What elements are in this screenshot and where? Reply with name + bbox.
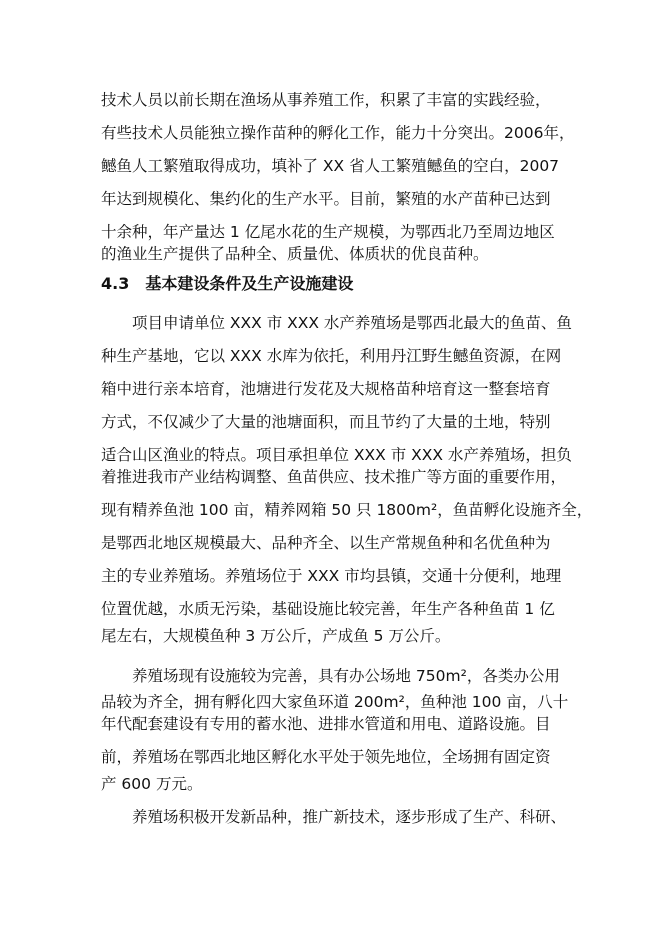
- paragraph-2-line-1: 项目申请单位 XXX 市 XXX 水产养殖场是鄂西北最大的鱼苗、鱼: [132, 314, 572, 332]
- paragraph-1-line-3: 鳡鱼人工繁殖取得成功，填补了 XX 省人工繁殖鳡鱼的空白，2007: [101, 157, 560, 175]
- paragraph-2-line-6: 着推进我市产业结构调整、鱼苗供应、技术推广等方面的重要作用，: [101, 468, 567, 486]
- paragraph-2-line-11: 尾左右，大规模鱼种 3 万公斤，产成鱼 5 万公斤。: [101, 627, 451, 645]
- paragraph-3-line-4: 前，养殖场在鄂西北地区孵化水平处于领先地位，全场拥有固定资: [101, 748, 551, 766]
- paragraph-2-line-4: 方式，不仅减少了大量的池塘面积，而且节约了大量的土地，特别: [101, 413, 551, 431]
- paragraph-3-line-2: 品较为齐全，拥有孵化四大家鱼环道 200m²，鱼种池 100 亩，八十: [101, 693, 569, 711]
- paragraph-2-line-9: 主的专业养殖场。养殖场位于 XXX 市均县镇，交通十分便利，地理: [101, 567, 562, 585]
- paragraph-3-line-3: 年代配套建设有专用的蓄水池、进排水管道和用电、道路设施。目: [101, 715, 551, 733]
- paragraph-1-line-4: 年达到规模化、集约化的生产水平。目前，繁殖的水产苗种已达到: [101, 190, 551, 208]
- paragraph-2-line-3: 箱中进行亲本培育，池塘进行发花及大规格苗种培育这一整套培育: [101, 380, 551, 398]
- paragraph-2-line-7: 现有精养鱼池 100 亩，精养网箱 50 只 1800m²，鱼苗孵化设施齐全，: [101, 501, 593, 519]
- paragraph-2-line-10: 位置优越，水质无污染，基础设施比较完善，年生产各种鱼苗 1 亿: [101, 600, 555, 618]
- paragraph-3-line-5: 产 600 万元。: [101, 775, 203, 793]
- paragraph-2-line-2: 种生产基地，它以 XXX 水库为依托，利用丹江野生鳡鱼资源，在网: [101, 347, 562, 365]
- paragraph-2-line-8: 是鄂西北地区规模最大、品种齐全、以生产常规鱼种和名优鱼种为: [101, 534, 551, 552]
- paragraph-1-line-1: 技术人员以前长期在渔场从事养殖工作，积累了丰富的实践经验，: [101, 91, 551, 109]
- paragraph-1-line-2: 有些技术人员能独立操作苗种的孵化工作，能力十分突出。2006年，: [101, 124, 575, 142]
- section-heading: 4.3 基本建设条件及生产设施建设: [101, 274, 354, 293]
- paragraph-3-line-1: 养殖场现有设施较为完善，具有办公场地 750m²，各类办公用: [132, 667, 560, 685]
- paragraph-2-line-5: 适合山区渔业的特点。项目承担单位 XXX 市 XXX 水产养殖场，担负: [101, 446, 572, 464]
- paragraph-1-line-5: 十余种，年产量达 1 亿尾水花的生产规模，为鄂西北乃至周边地区: [101, 223, 555, 241]
- paragraph-1-line-6: 的渔业生产提供了品种全、质量优、体质状的优良苗种。: [101, 245, 489, 263]
- paragraph-4-line-1: 养殖场积极开发新品种，推广新技术，逐步形成了生产、科研、: [132, 808, 567, 826]
